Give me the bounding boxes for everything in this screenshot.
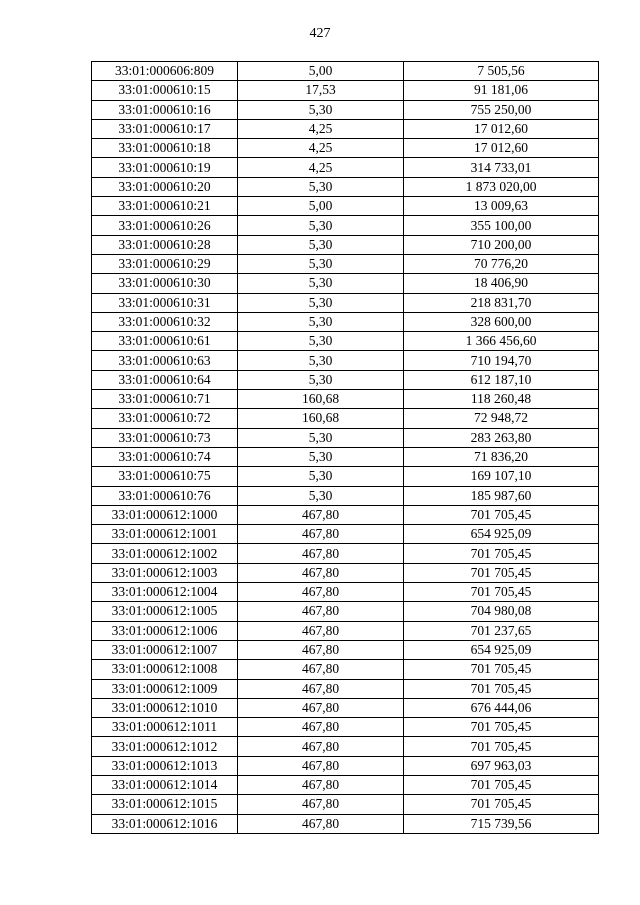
cadastral-number-cell: 33:01:000610:64 <box>92 370 238 389</box>
cadastral-number-cell: 33:01:000610:18 <box>92 139 238 158</box>
table-row <box>92 119 599 138</box>
cadastral-number-cell: 33:01:000610:17 <box>92 119 238 138</box>
cadastral-number-cell: 33:01:000610:71 <box>92 390 238 409</box>
value-cell: 314 733,01 <box>404 158 599 177</box>
value-cell: 17 012,60 <box>404 139 599 158</box>
table-row <box>92 216 599 235</box>
rate-cell: 5,30 <box>238 216 404 235</box>
value-cell: 185 987,60 <box>404 486 599 505</box>
rate-cell: 467,80 <box>238 621 404 640</box>
cadastral-number-cell: 33:01:000612:1008 <box>92 660 238 679</box>
rate-cell: 467,80 <box>238 756 404 775</box>
rate-cell: 467,80 <box>238 795 404 814</box>
rate-cell: 5,30 <box>238 351 404 370</box>
cadastral-number-cell: 33:01:000610:26 <box>92 216 238 235</box>
cadastral-number-cell: 33:01:000610:31 <box>92 293 238 312</box>
rate-cell: 5,30 <box>238 254 404 273</box>
value-cell: 701 705,45 <box>404 679 599 698</box>
value-cell: 18 406,90 <box>404 274 599 293</box>
rate-cell: 5,30 <box>238 293 404 312</box>
table-row <box>92 756 599 775</box>
rate-cell: 5,30 <box>238 100 404 119</box>
table-row <box>92 81 599 100</box>
value-cell: 715 739,56 <box>404 814 599 833</box>
table-row <box>92 525 599 544</box>
value-cell: 676 444,06 <box>404 698 599 717</box>
table-row <box>92 197 599 216</box>
cadastral-number-cell: 33:01:000610:75 <box>92 467 238 486</box>
cadastral-number-cell: 33:01:000610:74 <box>92 447 238 466</box>
page-number: 427 <box>309 26 331 41</box>
cadastral-number-cell: 33:01:000610:19 <box>92 158 238 177</box>
rate-cell: 467,80 <box>238 679 404 698</box>
rate-cell: 467,80 <box>238 718 404 737</box>
table-body <box>92 62 599 834</box>
rate-cell: 5,30 <box>238 447 404 466</box>
value-cell: 710 200,00 <box>404 235 599 254</box>
rate-cell: 467,80 <box>238 563 404 582</box>
table-row <box>92 737 599 756</box>
cadastral-table <box>91 61 599 834</box>
cadastral-number-cell: 33:01:000610:73 <box>92 428 238 447</box>
cadastral-number-cell: 33:01:000610:20 <box>92 177 238 196</box>
cadastral-number-cell: 33:01:000612:1002 <box>92 544 238 563</box>
cadastral-number-cell: 33:01:000612:1013 <box>92 756 238 775</box>
value-cell: 91 181,06 <box>404 81 599 100</box>
table-row <box>92 486 599 505</box>
table-row <box>92 583 599 602</box>
rate-cell: 4,25 <box>238 139 404 158</box>
cadastral-number-cell: 33:01:000612:1012 <box>92 737 238 756</box>
table-row <box>92 679 599 698</box>
table-row <box>92 775 599 794</box>
cadastral-number-cell: 33:01:000612:1006 <box>92 621 238 640</box>
value-cell: 701 705,45 <box>404 544 599 563</box>
value-cell: 218 831,70 <box>404 293 599 312</box>
cadastral-number-cell: 33:01:000612:1007 <box>92 640 238 659</box>
rate-cell: 467,80 <box>238 525 404 544</box>
cadastral-number-cell: 33:01:000610:63 <box>92 351 238 370</box>
table-row <box>92 177 599 196</box>
value-cell: 701 705,45 <box>404 505 599 524</box>
rate-cell: 467,80 <box>238 814 404 833</box>
value-cell: 169 107,10 <box>404 467 599 486</box>
cadastral-number-cell: 33:01:000612:1011 <box>92 718 238 737</box>
value-cell: 612 187,10 <box>404 370 599 389</box>
table-row <box>92 467 599 486</box>
cadastral-number-cell: 33:01:000610:32 <box>92 312 238 331</box>
value-cell: 701 705,45 <box>404 660 599 679</box>
rate-cell: 5,30 <box>238 370 404 389</box>
table-row <box>92 428 599 447</box>
value-cell: 701 705,45 <box>404 795 599 814</box>
value-cell: 697 963,03 <box>404 756 599 775</box>
value-cell: 701 705,45 <box>404 718 599 737</box>
rate-cell: 5,30 <box>238 428 404 447</box>
rate-cell: 467,80 <box>238 698 404 717</box>
table-row <box>92 370 599 389</box>
table-row <box>92 621 599 640</box>
table-row <box>92 235 599 254</box>
table-row <box>92 312 599 331</box>
rate-cell: 467,80 <box>238 640 404 659</box>
rate-cell: 160,68 <box>238 409 404 428</box>
table-row <box>92 409 599 428</box>
cadastral-number-cell: 33:01:000610:30 <box>92 274 238 293</box>
cadastral-number-cell: 33:01:000612:1000 <box>92 505 238 524</box>
rate-cell: 160,68 <box>238 390 404 409</box>
table-row <box>92 660 599 679</box>
rate-cell: 467,80 <box>238 583 404 602</box>
value-cell: 283 263,80 <box>404 428 599 447</box>
value-cell: 328 600,00 <box>404 312 599 331</box>
value-cell: 755 250,00 <box>404 100 599 119</box>
value-cell: 71 836,20 <box>404 447 599 466</box>
rate-cell: 5,30 <box>238 486 404 505</box>
value-cell: 355 100,00 <box>404 216 599 235</box>
rate-cell: 467,80 <box>238 602 404 621</box>
table-row <box>92 100 599 119</box>
table-row <box>92 139 599 158</box>
rate-cell: 5,00 <box>238 197 404 216</box>
value-cell: 654 925,09 <box>404 640 599 659</box>
cadastral-number-cell: 33:01:000610:15 <box>92 81 238 100</box>
value-cell: 17 012,60 <box>404 119 599 138</box>
table-row <box>92 158 599 177</box>
cadastral-number-cell: 33:01:000612:1001 <box>92 525 238 544</box>
table-row <box>92 390 599 409</box>
rate-cell: 5,30 <box>238 312 404 331</box>
table-row <box>92 698 599 717</box>
rate-cell: 5,30 <box>238 235 404 254</box>
rate-cell: 467,80 <box>238 544 404 563</box>
value-cell: 118 260,48 <box>404 390 599 409</box>
rate-cell: 5,30 <box>238 274 404 293</box>
rate-cell: 17,53 <box>238 81 404 100</box>
cadastral-number-cell: 33:01:000612:1003 <box>92 563 238 582</box>
table-row <box>92 640 599 659</box>
cadastral-number-cell: 33:01:000612:1009 <box>92 679 238 698</box>
value-cell: 13 009,63 <box>404 197 599 216</box>
cadastral-number-cell: 33:01:000610:72 <box>92 409 238 428</box>
rate-cell: 467,80 <box>238 660 404 679</box>
table-row <box>92 332 599 351</box>
cadastral-number-cell: 33:01:000610:16 <box>92 100 238 119</box>
rate-cell: 467,80 <box>238 505 404 524</box>
table-row <box>92 293 599 312</box>
cadastral-number-cell: 33:01:000610:76 <box>92 486 238 505</box>
table-row <box>92 814 599 833</box>
rate-cell: 467,80 <box>238 775 404 794</box>
rate-cell: 5,00 <box>238 62 404 81</box>
value-cell: 701 705,45 <box>404 737 599 756</box>
cadastral-number-cell: 33:01:000612:1014 <box>92 775 238 794</box>
value-cell: 72 948,72 <box>404 409 599 428</box>
value-cell: 701 237,65 <box>404 621 599 640</box>
table-row <box>92 795 599 814</box>
cadastral-number-cell: 33:01:000610:61 <box>92 332 238 351</box>
cadastral-number-cell: 33:01:000612:1005 <box>92 602 238 621</box>
rate-cell: 4,25 <box>238 119 404 138</box>
value-cell: 701 705,45 <box>404 775 599 794</box>
cadastral-number-cell: 33:01:000610:21 <box>92 197 238 216</box>
table-row <box>92 602 599 621</box>
table-row <box>92 254 599 273</box>
value-cell: 1 873 020,00 <box>404 177 599 196</box>
cadastral-number-cell: 33:01:000606:809 <box>92 62 238 81</box>
value-cell: 7 505,56 <box>404 62 599 81</box>
value-cell: 70 776,20 <box>404 254 599 273</box>
table-row <box>92 62 599 81</box>
cadastral-number-cell: 33:01:000610:29 <box>92 254 238 273</box>
table-row <box>92 274 599 293</box>
rate-cell: 5,30 <box>238 332 404 351</box>
rate-cell: 5,30 <box>238 467 404 486</box>
rate-cell: 5,30 <box>238 177 404 196</box>
table-row <box>92 351 599 370</box>
rate-cell: 4,25 <box>238 158 404 177</box>
table-row <box>92 563 599 582</box>
table-row <box>92 505 599 524</box>
cadastral-number-cell: 33:01:000612:1016 <box>92 814 238 833</box>
value-cell: 654 925,09 <box>404 525 599 544</box>
cadastral-number-cell: 33:01:000610:28 <box>92 235 238 254</box>
value-cell: 701 705,45 <box>404 563 599 582</box>
table-row <box>92 718 599 737</box>
value-cell: 701 705,45 <box>404 583 599 602</box>
value-cell: 1 366 456,60 <box>404 332 599 351</box>
value-cell: 704 980,08 <box>404 602 599 621</box>
table-row <box>92 447 599 466</box>
cadastral-number-cell: 33:01:000612:1004 <box>92 583 238 602</box>
rate-cell: 467,80 <box>238 737 404 756</box>
value-cell: 710 194,70 <box>404 351 599 370</box>
table-row <box>92 544 599 563</box>
cadastral-number-cell: 33:01:000612:1015 <box>92 795 238 814</box>
cadastral-number-cell: 33:01:000612:1010 <box>92 698 238 717</box>
